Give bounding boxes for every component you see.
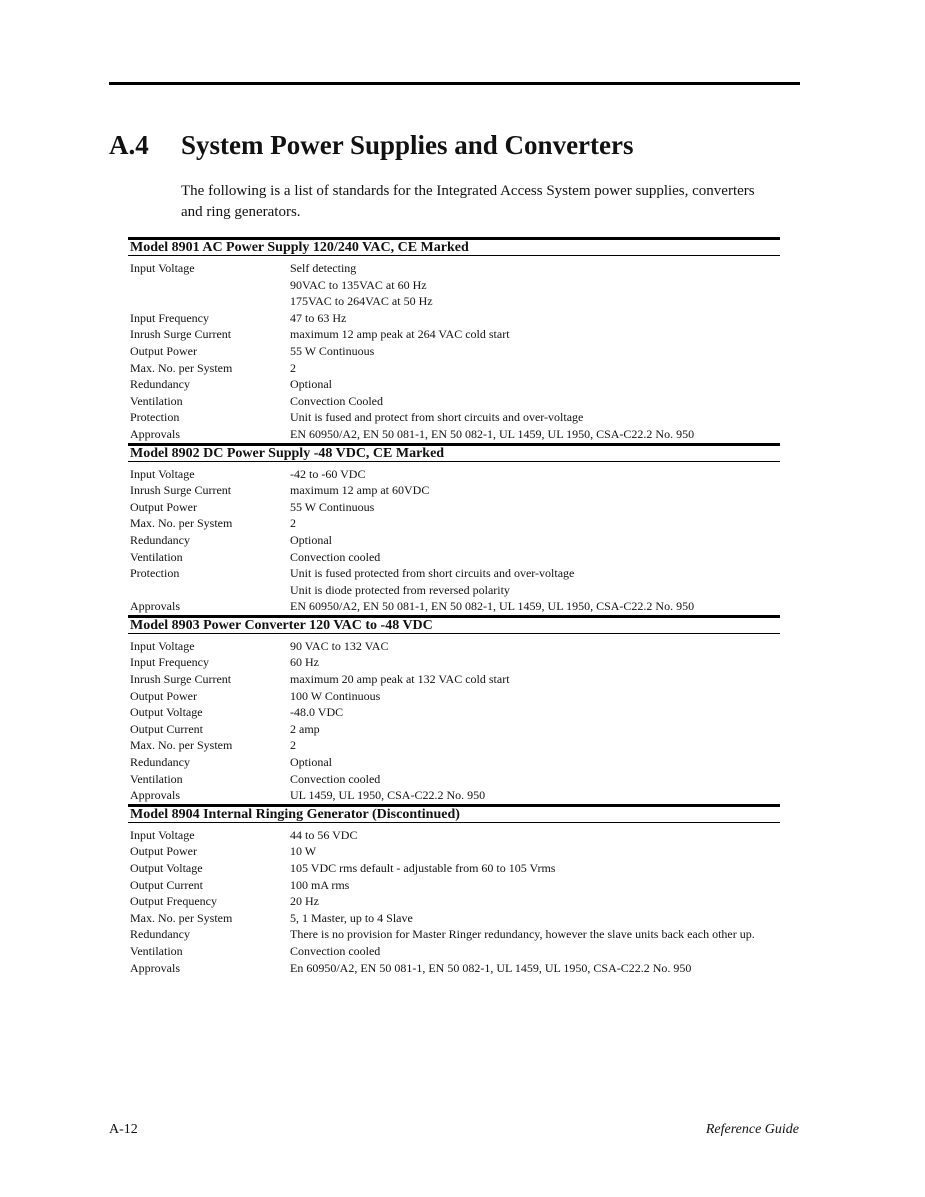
spec-label: Ventilation <box>130 549 183 564</box>
spec-label: Output Current <box>130 877 203 892</box>
spec-value: 105 VDC rms default - adjustable from 60 to 105 Vrms <box>290 861 556 875</box>
spec-value: 55 W Continuous <box>290 343 375 358</box>
spec-label: Output Power <box>130 688 197 703</box>
spec-values <box>290 860 780 877</box>
block-title: Model 8902 DC Power Supply -48 VDC, CE Marked <box>128 446 780 462</box>
spec-values <box>290 926 780 943</box>
spec-values <box>290 598 780 615</box>
spec-label: Input Voltage <box>130 466 195 481</box>
spec-row <box>128 260 780 310</box>
spec-label: Inrush Surge Current <box>130 327 232 342</box>
spec-values <box>290 360 780 377</box>
spec-value: Unit is fused protected from short circuits and over-voltage <box>290 566 575 581</box>
top-rule <box>109 82 800 85</box>
spec-label: Approvals <box>130 788 180 803</box>
spec-rows <box>128 823 780 976</box>
spec-label: Approvals <box>130 960 180 975</box>
spec-values <box>290 960 780 977</box>
spec-row <box>128 787 780 804</box>
spec-label: Output Current <box>130 721 203 736</box>
spec-row <box>128 843 780 860</box>
spec-value: Convection Cooled <box>290 393 383 408</box>
spec-values <box>290 893 780 910</box>
section-number: A.4 <box>109 130 149 160</box>
page-number: A-12 <box>109 1122 138 1137</box>
spec-label: Approvals <box>130 426 180 441</box>
spec-label: Approvals <box>130 599 180 614</box>
spec-values <box>290 515 780 532</box>
spec-value: 60 Hz <box>290 655 319 670</box>
spec-values <box>290 943 780 960</box>
spec-values <box>290 343 780 360</box>
spec-row <box>128 638 780 655</box>
spec-label: Max. No. per System <box>130 910 233 925</box>
spec-values <box>290 704 780 721</box>
spec-row <box>128 910 780 927</box>
spec-table <box>128 237 780 976</box>
spec-values <box>290 310 780 327</box>
guide-title: Reference Guide <box>705 1122 799 1137</box>
spec-label: Ventilation <box>130 771 183 786</box>
spec-rows <box>128 256 780 443</box>
spec-label: Redundancy <box>130 532 190 547</box>
spec-row <box>128 499 780 516</box>
spec-label: Output Voltage <box>130 861 203 875</box>
spec-values <box>290 737 780 754</box>
spec-value: 44 to 56 VDC <box>290 827 358 842</box>
spec-values <box>290 688 780 705</box>
spec-row <box>128 466 780 483</box>
spec-values <box>290 466 780 483</box>
spec-value: Unit is fused and protect from short circuits and over-voltage <box>290 410 584 425</box>
spec-values <box>290 827 780 844</box>
spec-row <box>128 393 780 410</box>
spec-value: EN 60950/A2, EN 50 081-1, EN 50 082-1, UL 1459, UL 1950, CSA-C22.2 No. 950 <box>290 599 695 614</box>
spec-value: 2 amp <box>290 721 320 736</box>
spec-value: 100 W Continuous <box>290 688 381 703</box>
spec-rows <box>128 462 780 615</box>
spec-value: 2 <box>290 738 296 753</box>
block-title: Model 8903 Power Converter 120 VAC to -48 VDC <box>128 618 780 634</box>
spec-block <box>128 615 780 804</box>
spec-row <box>128 409 780 426</box>
spec-row <box>128 598 780 615</box>
spec-label: Input Voltage <box>130 261 195 275</box>
spec-label: Output Power <box>130 844 197 859</box>
spec-row <box>128 654 780 671</box>
spec-values <box>290 843 780 860</box>
spec-label: Input Frequency <box>130 310 209 325</box>
spec-value: Convection cooled <box>290 943 381 958</box>
spec-values <box>290 326 780 343</box>
spec-label: Inrush Surge Current <box>130 672 232 687</box>
spec-value: Convection cooled <box>290 771 381 786</box>
spec-label: Max. No. per System <box>130 738 233 753</box>
spec-row <box>128 360 780 377</box>
spec-label: Protection <box>130 566 180 581</box>
spec-value: Optional <box>290 755 332 770</box>
spec-label: Protection <box>130 410 180 425</box>
spec-values <box>290 877 780 894</box>
section-title: System Power Supplies and Converters <box>181 130 634 160</box>
spec-row <box>128 721 780 738</box>
spec-row <box>128 877 780 894</box>
spec-value: 20 Hz <box>290 894 319 909</box>
spec-label: Output Frequency <box>130 894 217 909</box>
spec-value: 47 to 63 Hz <box>290 310 347 325</box>
spec-row <box>128 893 780 910</box>
spec-values <box>290 376 780 393</box>
spec-row <box>128 960 780 977</box>
spec-value: 175VAC to 264VAC at 50 Hz <box>290 294 433 309</box>
spec-label: Ventilation <box>130 943 183 958</box>
spec-row <box>128 860 780 877</box>
spec-value: Self detecting <box>290 261 357 275</box>
spec-row <box>128 515 780 532</box>
spec-row <box>128 326 780 343</box>
spec-label: Output Power <box>130 343 197 358</box>
spec-value: 5, 1 Master, up to 4 Slave <box>290 910 413 925</box>
spec-values <box>290 654 780 671</box>
spec-block <box>128 804 780 976</box>
spec-value: Optional <box>290 377 332 392</box>
spec-value: Convection cooled <box>290 549 381 564</box>
spec-row <box>128 343 780 360</box>
spec-values <box>290 393 780 410</box>
spec-value: 2 <box>290 360 296 375</box>
spec-label: Redundancy <box>130 377 190 392</box>
spec-row <box>128 754 780 771</box>
spec-values <box>290 260 780 310</box>
spec-row <box>128 482 780 499</box>
spec-block <box>128 443 780 615</box>
spec-values <box>290 671 780 688</box>
spec-value: EN 60950/A2, EN 50 081-1, EN 50 082-1, UL 1459, UL 1950, CSA-C22.2 No. 950 <box>290 426 695 441</box>
spec-values <box>290 787 780 804</box>
spec-value: 100 mA rms <box>290 877 350 892</box>
spec-values <box>290 426 780 443</box>
spec-values <box>290 565 780 598</box>
spec-row <box>128 737 780 754</box>
spec-values <box>290 754 780 771</box>
spec-values <box>290 638 780 655</box>
spec-row <box>128 688 780 705</box>
spec-value: -42 to -60 VDC <box>290 466 366 481</box>
spec-row <box>128 704 780 721</box>
spec-value: maximum 20 amp peak at 132 VAC cold start <box>290 672 510 687</box>
spec-row <box>128 549 780 566</box>
spec-values <box>290 532 780 549</box>
block-title: Model 8904 Internal Ringing Generator (Discontinued) <box>128 807 780 823</box>
spec-value: Optional <box>290 532 332 547</box>
spec-value: maximum 12 amp at 60VDC <box>290 483 430 498</box>
spec-row <box>128 771 780 788</box>
spec-row <box>128 671 780 688</box>
section-heading <box>109 128 634 162</box>
spec-label: Ventilation <box>130 393 183 408</box>
spec-row <box>128 565 780 598</box>
spec-row <box>128 926 780 943</box>
spec-rows <box>128 634 780 804</box>
spec-value: UL 1459, UL 1950, CSA-C22.2 No. 950 <box>290 788 486 803</box>
spec-label: Input Frequency <box>130 655 209 670</box>
spec-label: Input Voltage <box>130 638 195 653</box>
spec-value: maximum 12 amp peak at 264 VAC cold start <box>290 327 510 342</box>
spec-row <box>128 943 780 960</box>
spec-values <box>290 771 780 788</box>
spec-row <box>128 310 780 327</box>
spec-value: 55 W Continuous <box>290 499 375 514</box>
spec-values <box>290 721 780 738</box>
spec-values <box>290 409 780 426</box>
block-title: Model 8901 AC Power Supply 120/240 VAC, CE Marked <box>128 240 780 256</box>
spec-value: Unit is diode protected from reversed polarity <box>290 582 510 597</box>
spec-value: 10 W <box>290 844 317 859</box>
spec-values <box>290 482 780 499</box>
spec-label: Redundancy <box>130 755 190 770</box>
spec-value: 90 VAC to 132 VAC <box>290 638 389 653</box>
spec-row <box>128 426 780 443</box>
spec-value: 90VAC to 135VAC at 60 Hz <box>290 277 427 292</box>
spec-row <box>128 827 780 844</box>
spec-label: Output Voltage <box>130 705 203 720</box>
spec-blocks <box>128 237 780 976</box>
spec-value: 2 <box>290 516 296 531</box>
spec-values <box>290 499 780 516</box>
spec-row <box>128 376 780 393</box>
intro-paragraph: The following is a list of standards for the Integrated Access System power supplies, converters and ring generators. <box>181 183 755 220</box>
spec-label: Redundancy <box>130 927 190 942</box>
spec-label: Inrush Surge Current <box>130 483 232 498</box>
spec-value: There is no provision for Master Ringer redundancy, however the slave units back each other up. <box>290 927 755 942</box>
spec-label: Output Power <box>130 499 197 514</box>
spec-values <box>290 549 780 566</box>
spec-label: Max. No. per System <box>130 516 233 531</box>
spec-values <box>290 910 780 927</box>
spec-label: Max. No. per System <box>130 360 233 375</box>
spec-value: -48.0 VDC <box>290 705 344 720</box>
spec-block <box>128 237 780 443</box>
spec-label: Input Voltage <box>130 827 195 842</box>
spec-value: En 60950/A2, EN 50 081-1, EN 50 082-1, UL 1459, UL 1950, CSA-C22.2 No. 950 <box>290 960 692 975</box>
spec-row <box>128 532 780 549</box>
